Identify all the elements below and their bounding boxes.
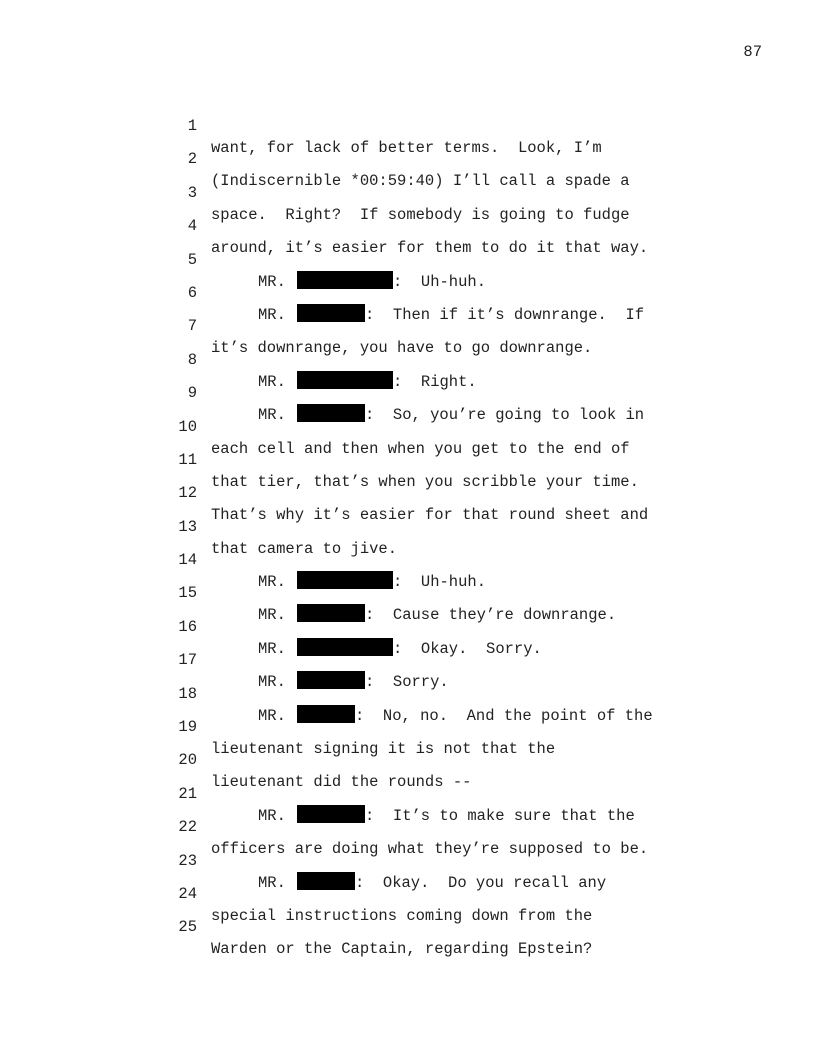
line-text: lieutenant did the rounds -- [211, 773, 472, 792]
transcript-line [0, 360, 816, 425]
line-text: : Okay. Sorry. [393, 639, 542, 658]
transcript-body [0, 93, 816, 959]
transcript-line [0, 494, 816, 558]
transcript-line [0, 160, 816, 224]
page-number: 87 [743, 43, 762, 61]
speaker-prefix: MR. [258, 606, 286, 625]
speaker-prefix: MR. [258, 305, 286, 324]
line-number: 2 [187, 150, 197, 169]
transcript-line [0, 627, 816, 692]
transcript-line [0, 828, 816, 892]
line-number: 1 [187, 117, 197, 135]
line-text: : It’s to make sure that the [365, 806, 635, 825]
transcript-line [0, 894, 816, 959]
line-number: 14 [178, 551, 197, 570]
line-number: 25 [178, 918, 197, 937]
transcript-line [0, 794, 816, 859]
transcript-line [0, 93, 816, 157]
speaker-prefix: MR. [258, 873, 286, 892]
line-number: 19 [178, 718, 197, 737]
line-number: 16 [178, 617, 197, 636]
speaker-prefix: MR. [258, 706, 286, 725]
transcript-line [0, 327, 816, 391]
line-text: : Then if it’s downrange. If [365, 305, 645, 324]
transcript-line [0, 560, 816, 625]
transcript-line [0, 193, 816, 258]
line-text: : Sorry. [365, 673, 449, 692]
line-number: 24 [178, 884, 197, 903]
line-number: 6 [187, 283, 197, 302]
line-text: : Uh-huh. [393, 272, 487, 291]
line-number: 9 [187, 384, 197, 403]
line-number: 13 [178, 517, 197, 536]
line-text: That’s why it’s easier for that round sheet and [211, 506, 649, 525]
transcript-line [0, 227, 816, 291]
line-number: 20 [178, 751, 197, 770]
transcript-line [0, 427, 816, 491]
line-number: 10 [178, 417, 197, 436]
line-number: 18 [178, 684, 197, 703]
line-text: space. Right? If somebody is going to fudge [211, 205, 630, 224]
speaker-prefix: MR. [258, 573, 286, 592]
line-number: 5 [187, 250, 197, 269]
transcript-line [0, 527, 816, 592]
line-text: each cell and then when you get to the end of [211, 439, 630, 458]
line-text: : No, no. And the point of the [355, 706, 653, 725]
speaker-prefix: MR. [258, 639, 286, 658]
transcript-line [0, 460, 816, 525]
line-text: it’s downrange, you have to go downrange. [211, 339, 593, 358]
line-number: 4 [187, 217, 197, 236]
line-text: (Indiscernible *00:59:40) I’ll call a spade a [211, 172, 630, 191]
transcript-line [0, 126, 816, 191]
line-number: 7 [187, 317, 197, 336]
line-number: 8 [187, 350, 197, 369]
transcript-line [0, 594, 816, 658]
line-text: : Uh-huh. [393, 573, 487, 592]
line-number: 23 [178, 851, 197, 870]
transcript-line [0, 293, 816, 358]
line-text: lieutenant signing it is not that the [211, 740, 556, 759]
speaker-prefix: MR. [258, 806, 286, 825]
transcript-line [0, 861, 816, 925]
speaker-prefix: MR. [258, 406, 286, 425]
line-number: 21 [178, 784, 197, 803]
line-number: 3 [187, 183, 197, 202]
line-text: want, for lack of better terms. Look, I’m [211, 139, 602, 157]
transcript-line [0, 260, 816, 324]
line-text: that camera to jive. [211, 539, 398, 558]
speaker-prefix: MR. [258, 272, 286, 291]
transcript-line [0, 661, 816, 725]
line-text: that tier, that’s when you scribble your time. [211, 472, 639, 491]
transcript-line [0, 694, 816, 759]
line-number: 17 [178, 651, 197, 670]
transcript-line [0, 761, 816, 825]
line-text: : Right. [393, 372, 477, 391]
transcript-line [0, 727, 816, 792]
line-text: : Okay. Do you recall any [355, 873, 607, 892]
line-text: officers are doing what they’re supposed to be. [211, 840, 649, 859]
line-text: : Cause they’re downrange. [365, 606, 617, 625]
line-number: 15 [178, 584, 197, 603]
line-text: : So, you’re going to look in [365, 406, 645, 425]
line-number: 11 [178, 450, 197, 469]
line-text: special instructions coming down from the [211, 906, 593, 925]
line-number: 12 [178, 484, 197, 503]
line-text: Warden or the Captain, regarding Epstein? [211, 940, 593, 959]
speaker-prefix: MR. [258, 372, 286, 391]
line-number: 22 [178, 818, 197, 837]
transcript-line [0, 394, 816, 458]
line-text: around, it’s easier for them to do it that way. [211, 239, 649, 258]
speaker-prefix: MR. [258, 673, 286, 692]
